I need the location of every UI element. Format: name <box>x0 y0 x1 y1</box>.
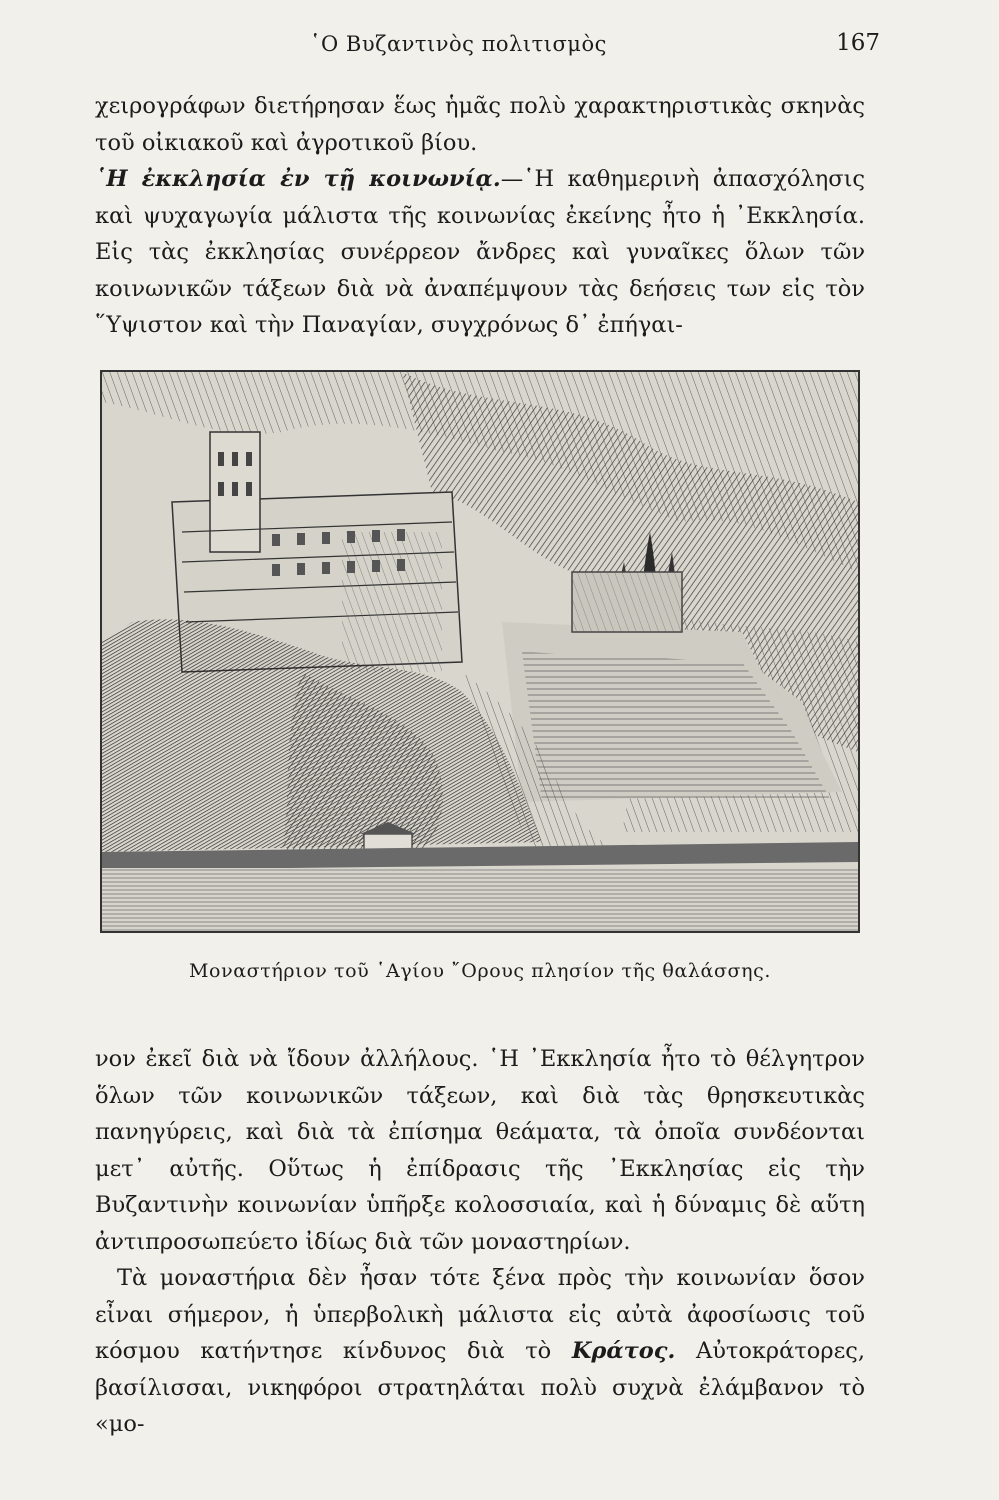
text-block-top <box>95 88 865 344</box>
paragraph-text: —῾Η καθημερινὴ ἀπασχόλησις καὶ ψυχαγωγία μάλιστα τῆς κοινωνίας ἐκείνης ἦτο ἡ ᾿Εκκλησία. Εἰς τὰς ἐκκλησίας συνέρρεον ἄνδρες καὶ γυναῖκες ὅλων τῶν κοινωνικῶν τάξεων διὰ νὰ ἀναπέμψουν τὰς δεήσεις των εἰς τὸν ῞Υψιστον καὶ τὴν Παναγίαν, συγχρόνως δ᾿ ἐπήγαι- <box>95 166 866 338</box>
running-head <box>60 30 880 64</box>
paragraph <box>95 1260 865 1443</box>
paragraph-text: Αὐτοκράτορες, βασίλισσαι, νικηφόροι στρατηλάται πολὺ συχνὰ ἐλάμβανον τὸ «μο- <box>95 1338 865 1437</box>
paragraph <box>95 161 865 344</box>
text-block-bottom <box>95 1041 865 1443</box>
paragraph: νον ἐκεῖ διὰ νὰ ἴδουν ἀλλήλους. ῾Η ᾿Εκκλησία ἦτο τὸ θέλγητρον ὅλων τῶν κοινωνικῶν τάξεων, καὶ διὰ τὰς θρησκευτικὰς πανηγύρεις, καὶ διὰ τὰ ἐπίσημα θεάματα, τὰ ὁποῖα συνδέονται μετ᾿ αὐτῆς. Οὕτως ἡ ἐπίδρασις τῆς ᾿Εκκλησίας εἰς τὴν Βυζαντινὴν κοινωνίαν ὑπῆρξε κολοσσιαία, καὶ ἡ δύναμις δὲ αὕτη ἀντιπροσωπεύετο ἰδίως διὰ τῶν μοναστηρίων. <box>95 1046 865 1255</box>
running-title: ῾Ο Βυζαντινὸς πολιτισμὸς <box>310 32 607 56</box>
monastery-engraving <box>102 372 858 931</box>
paragraph-text: Τὰ μοναστήρια δὲν ἦσαν τότε ξένα πρὸς τὴν κοινωνίαν ὅσον εἶναι σήμερον, ἡ ὑπερβολικὴ μάλιστα εἰς αὐτὰ ἀφοσίωσις τοῦ κόσμου κατήντησε κίνδυνος διὰ τὸ <box>95 1265 865 1364</box>
section-heading: ῾Η ἐκκλησία ἐν τῇ κοινωνίᾳ. <box>95 166 501 192</box>
page-number: 167 <box>836 30 880 56</box>
emphasis-word: Κράτος. <box>571 1338 676 1364</box>
figure-caption: Μοναστήριον τοῦ ῾Αγίου ῎Ορους πλησίον τῆς θαλάσσης. <box>189 960 771 982</box>
paragraph: χειρογράφων διετήρησαν ἕως ἡμᾶς πολὺ χαρακτηριστικὰς σκηνὰς τοῦ οἰκιακοῦ καὶ ἀγροτικοῦ βίου. <box>95 93 865 156</box>
engraving-illustration <box>100 370 860 933</box>
